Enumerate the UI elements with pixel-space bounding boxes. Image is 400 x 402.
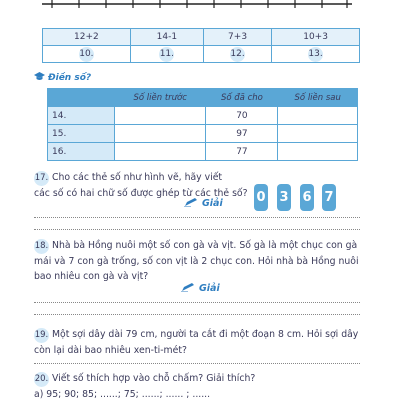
number-card: 7 (322, 184, 336, 211)
section-title-text: Điền số? (48, 73, 92, 83)
question-text: mái và 7 con gà trống, số con vịt là 2 chục con. Hỏi nhà bà Hồng nuôi (34, 256, 359, 267)
pencil-icon (184, 198, 198, 207)
row-label: 16. (48, 143, 115, 161)
exercise-number: 10. (79, 47, 94, 62)
answer-cell[interactable] (115, 125, 206, 143)
solution-label (184, 198, 223, 209)
question-18 (34, 238, 359, 284)
pencil-icon (181, 283, 195, 292)
answer-cell[interactable] (278, 125, 358, 143)
exercise-number: 12. (230, 47, 245, 62)
answer-line[interactable] (34, 217, 360, 218)
column-header: Số đã cho (206, 89, 278, 107)
section-title (34, 72, 91, 83)
answer-cell[interactable] (203, 46, 271, 63)
number-line (42, 0, 352, 8)
answer-cell[interactable] (130, 46, 203, 63)
graduation-cap-icon (34, 72, 45, 81)
column-header: Số liền sau (278, 89, 358, 107)
answer-cell[interactable] (278, 107, 358, 125)
corner-header (48, 89, 115, 107)
question-text: Nhà bà Hồng nuôi một số con gà và vịt. Số gà là một chục con gà (52, 240, 358, 251)
expression-cell: 12+2 (43, 29, 131, 46)
question-text: Viết số thích hợp vào chỗ chấm? Giải thích? (52, 373, 256, 384)
table-row (48, 107, 358, 125)
expression-table (42, 28, 360, 63)
solution-label (181, 283, 220, 294)
question-text: Cho các thẻ số như hình vẽ, hãy viết (52, 172, 223, 183)
question-19 (34, 327, 358, 358)
number-card: 3 (277, 184, 291, 211)
question-number: 20. (34, 372, 49, 387)
question-number: 18. (34, 239, 49, 254)
answer-cell[interactable] (43, 46, 131, 63)
question-text: Một sợi dây dài 79 cm, người ta cắt đi một đoạn 8 cm. Hỏi sợi dây (52, 329, 359, 340)
question-text: các số có hai chữ số được ghép từ các thẻ số? (34, 188, 248, 199)
row-label: 15. (48, 125, 115, 143)
number-card: 0 (254, 184, 268, 211)
expression-cell: 7+3 (203, 29, 271, 46)
given-number: 70 (206, 107, 278, 125)
answer-cell[interactable] (115, 107, 206, 125)
answer-cell[interactable] (272, 46, 360, 63)
answer-line[interactable] (34, 229, 360, 230)
table-row (48, 125, 358, 143)
solution-label-text: Giải (199, 283, 220, 294)
question-number: 17. (34, 171, 49, 186)
given-number: 77 (206, 143, 278, 161)
number-table (47, 88, 358, 161)
row-label: 14. (48, 107, 115, 125)
answer-line[interactable] (34, 314, 360, 315)
question-text: còn lại dài bao nhiêu xen-ti-mét? (34, 345, 187, 356)
expression-cell: 10+3 (272, 29, 360, 46)
table-row (48, 143, 358, 161)
question-text: bao nhiêu con gà và vịt? (34, 271, 149, 282)
expression-cell: 14-1 (130, 29, 203, 46)
solution-label-text: Giải (202, 198, 223, 209)
question-20 (34, 371, 255, 402)
number-card: 6 (300, 184, 314, 211)
question-number: 19. (34, 328, 49, 343)
given-number: 97 (206, 125, 278, 143)
question-17 (34, 170, 248, 201)
answer-cell[interactable] (278, 143, 358, 161)
exercise-number: 13. (308, 47, 323, 62)
column-header: Số liền trước (115, 89, 206, 107)
question-text: a) 95; 90; 85; ......; 75; ......; ...... ; ...... (34, 389, 211, 400)
answer-line[interactable] (34, 363, 360, 364)
answer-line[interactable] (34, 302, 360, 303)
exercise-number: 11. (159, 47, 174, 62)
answer-cell[interactable] (115, 143, 206, 161)
